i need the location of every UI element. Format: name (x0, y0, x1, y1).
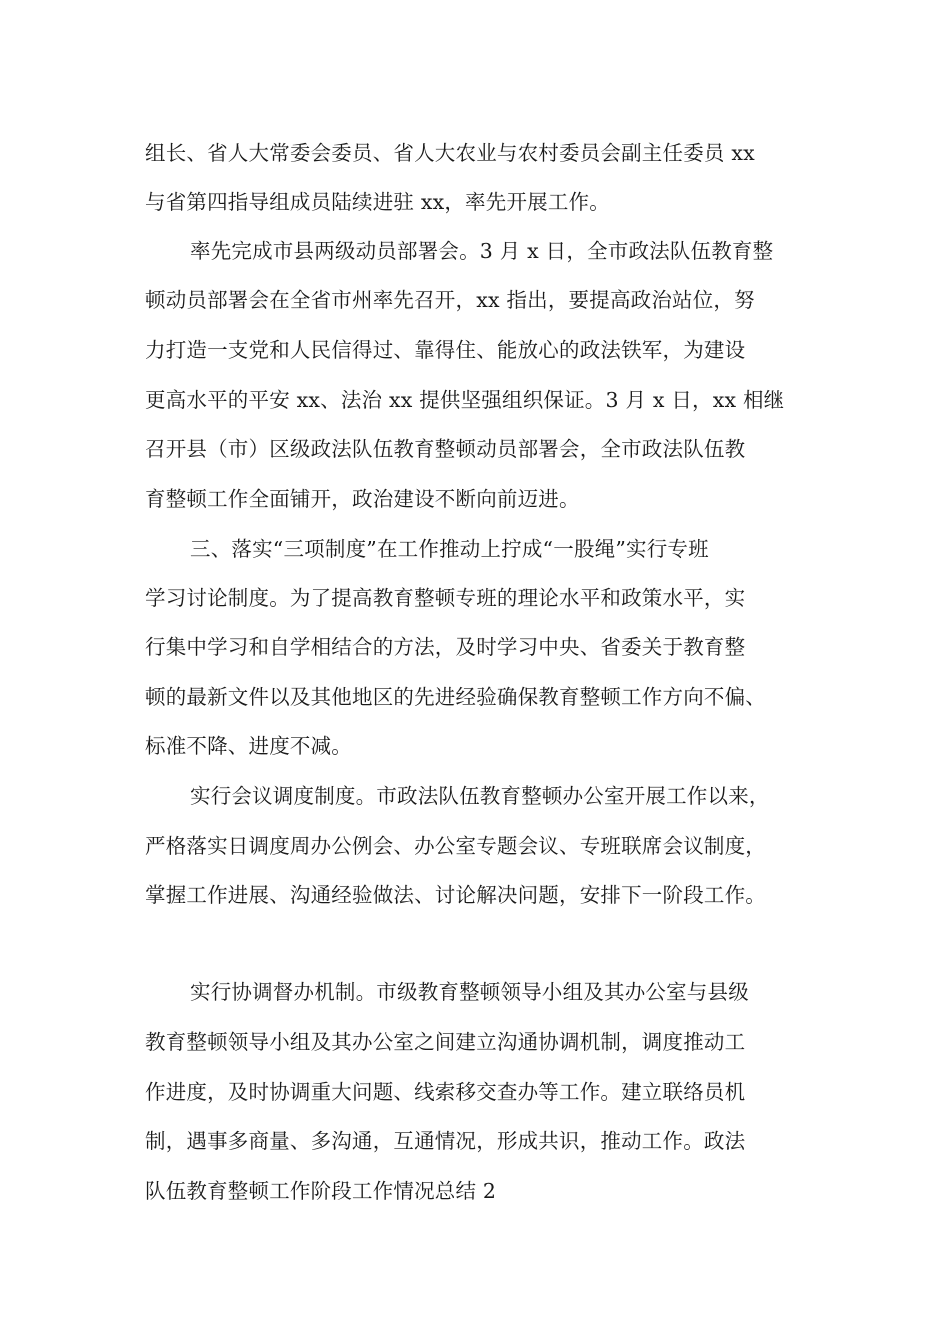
text-line-4: 顿动员部署会在全省市州率先召开，xx 指出，要提高政治站位，努 (145, 288, 755, 312)
text-line-16: 掌握工作进展、沟通经验做法、讨论解决问题，安排下一阶段工作。 (145, 883, 766, 907)
text-line-7: 召开县（市）区级政法队伍教育整顿动员部署会，全市政法队伍教 (145, 437, 746, 461)
text-line-3: 率先完成市县两级动员部署会。3 月 x 日，全市政法队伍教育整 (190, 239, 774, 263)
text-line-17: 实行协调督办机制。市级教育整顿领导小组及其办公室与县级 (190, 980, 749, 1004)
text-line-8: 育整顿工作全面铺开，政治建设不断向前迈进。 (145, 487, 580, 511)
text-line-1: 组长、省人大常委会委员、省人大农业与农村委员会副主任委员 xx (145, 141, 755, 165)
text-line-21: 队伍教育整顿工作阶段工作情况总结 2 (145, 1179, 497, 1203)
text-line-13: 标准不降、进度不减。 (145, 734, 352, 758)
text-line-15: 严格落实日调度周办公例会、办公室专题会议、专班联席会议制度， (145, 834, 766, 858)
text-line-19: 作进度，及时协调重大问题、线索移交查办等工作。建立联络员机 (145, 1080, 746, 1104)
text-line-5: 力打造一支党和人民信得过、靠得住、能放心的政法铁军，为建设 (145, 338, 746, 362)
text-line-9: 三、落实“三项制度”在工作推动上拧成“一股绳”实行专班 (190, 537, 709, 561)
text-line-2: 与省第四指导组成员陆续进驻 xx，率先开展工作。 (145, 190, 610, 214)
text-line-20: 制，遇事多商量、多沟通，互通情况，形成共识，推动工作。政法 (145, 1129, 746, 1153)
text-line-10: 学习讨论制度。为了提高教育整顿专班的理论水平和政策水平，实 (145, 586, 746, 610)
text-line-12: 顿的最新文件以及其他地区的先进经验确保教育整顿工作方向不偏、 (145, 685, 766, 709)
text-line-18: 教育整顿领导小组及其办公室之间建立沟通协调机制，调度推动工 (145, 1030, 746, 1054)
text-line-6: 更高水平的平安 xx、法治 xx 提供坚强组织保证。3 月 x 日，xx 相继 (145, 388, 785, 412)
text-line-11: 行集中学习和自学相结合的方法，及时学习中央、省委关于教育整 (145, 635, 746, 659)
text-line-14: 实行会议调度制度。市政法队伍教育整顿办公室开展工作以来， (190, 784, 770, 808)
